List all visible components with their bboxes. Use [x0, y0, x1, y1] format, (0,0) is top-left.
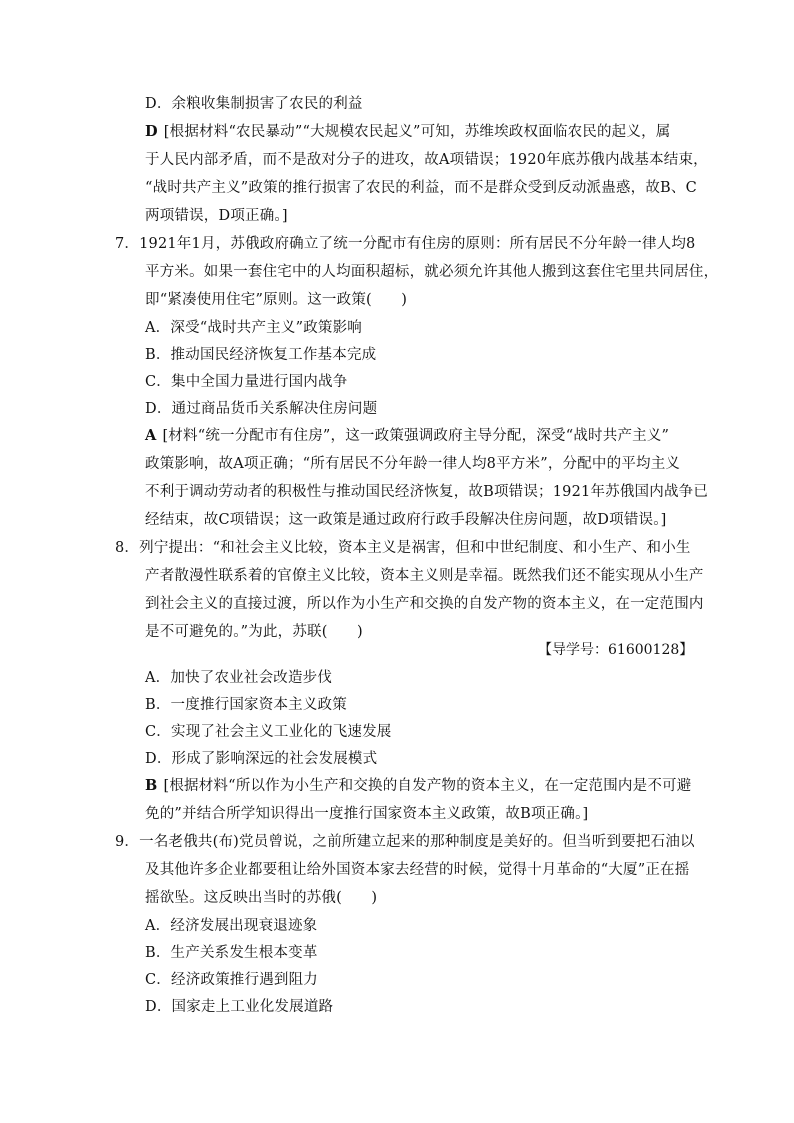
- q7-answer-letter: A: [145, 427, 157, 444]
- q7-stem-line-1: 7．1921年1月，苏俄政府确立了统一分配市有住房的原则：所有居民不分年龄一律人均8: [115, 236, 696, 252]
- q8-stem-line-3: 到社会主义的直接过渡，所以作为小生产和交换的自发产物的资本主义，在一定范围内: [145, 596, 704, 612]
- q8-reference-code: 【导学号：61600128】: [538, 642, 694, 658]
- q8-option-a: A．加快了农业社会改造步伐: [145, 670, 333, 686]
- q8-stem-line-4: 是不可避免的。”为此，苏联( ): [145, 624, 363, 640]
- q7-stem-line-3: 即“紧凑使用住宅”原则。这一政策( ): [145, 292, 408, 308]
- q8-option-c: C．实现了社会主义工业化的飞速发展: [145, 724, 392, 740]
- q7-option-c: C．集中全国力量进行国内战争: [145, 374, 348, 390]
- q6-explanation-line-1: [145, 122, 671, 142]
- q7-option-b: B．推动国民经济恢复工作基本完成: [145, 347, 377, 363]
- q7-stem-line-2: 平方米。如果一套住宅中的人均面积超标，就必须允许其他人搬到这套住宅里共同居住，: [145, 264, 719, 280]
- q6-explanation-line-2: 于人民内部矛盾，而不是敌对分子的进攻，故A项错误；1920年底苏俄内战基本结束，: [145, 152, 708, 168]
- q8-option-b: B．一度推行国家资本主义政策: [145, 697, 347, 713]
- q8-explanation-text-1: [根据材料“所以作为小生产和交换的自发产物的资本主义，在一定范围内是不可避: [163, 778, 692, 794]
- q6-explanation-line-4: 两项错误，D项正确。]: [145, 208, 288, 224]
- q7-explanation-line-1: [145, 426, 669, 446]
- q8-stem-line-1: 8．列宁提出：“和社会主义比较，资本主义是祸害，但和中世纪制度、和小生产、和小生: [115, 540, 691, 556]
- q7-explanation-text-1: [材料“统一分配市有住房”，这一政策强调政府主导分配，深受“战时共产主义”: [162, 428, 670, 444]
- q9-option-c: C．经济政策推行遇到阻力: [145, 972, 318, 988]
- q9-stem-line-2: 及其他许多企业都要租让给外国资本家去经营的时候，觉得十月革命的“大厦”正在摇: [145, 862, 690, 878]
- q6-option-d: D．余粮收集制损害了农民的利益: [145, 96, 363, 112]
- q8-option-d: D．形成了影响深远的社会发展模式: [145, 751, 378, 767]
- q8-explanation-line-2: 免的”并结合所学知识得出一度推行国家资本主义政策，故B项正确。]: [145, 806, 589, 822]
- q8-stem-line-2: 产者散漫性联系着的官僚主义比较，资本主义则是幸福。既然我们还不能实现从小生产: [145, 568, 704, 584]
- q7-explanation-line-4: 经结束，故C项错误；这一政策是通过政府行政手段解决住房问题，故D项错误。]: [145, 512, 667, 528]
- q7-explanation-line-3: 不利于调动劳动者的积极性与推动国民经济恢复，故B项错误；1921年苏俄国内战争已: [145, 484, 709, 500]
- q6-explanation-line-3: “战时共产主义”政策的推行损害了农民的利益，而不是群众受到反动派蛊惑，故B、C: [145, 180, 697, 196]
- q8-answer-letter: B: [145, 777, 158, 794]
- q7-option-d: D．通过商品货币关系解决住房问题: [145, 401, 378, 417]
- q9-stem-line-1: 9．一名老俄共(布)党员曾说，之前所建立起来的那种制度是美好的。但当听到要把石油以: [115, 834, 695, 850]
- q6-answer-letter: D: [145, 123, 158, 140]
- q9-stem-line-3: 摇欲坠。这反映出当时的苏俄( ): [145, 890, 378, 906]
- q9-option-a: A．经济发展出现衰退迹象: [145, 918, 318, 934]
- q7-option-a: A．深受“战时共产主义”政策影响: [145, 320, 362, 336]
- q9-option-b: B．生产关系发生根本变革: [145, 945, 318, 961]
- q8-explanation-line-1: [145, 776, 691, 796]
- q7-explanation-line-2: 政策影响，故A项正确；“所有居民不分年龄一律人均8平方米”，分配中的平均主义: [145, 456, 681, 472]
- q9-option-d: D．国家走上工业化发展道路: [145, 999, 334, 1015]
- q6-explanation-text-1: [根据材料“农民暴动”“大规模农民起义”可知，苏维埃政权面临农民的起义，属: [163, 124, 671, 140]
